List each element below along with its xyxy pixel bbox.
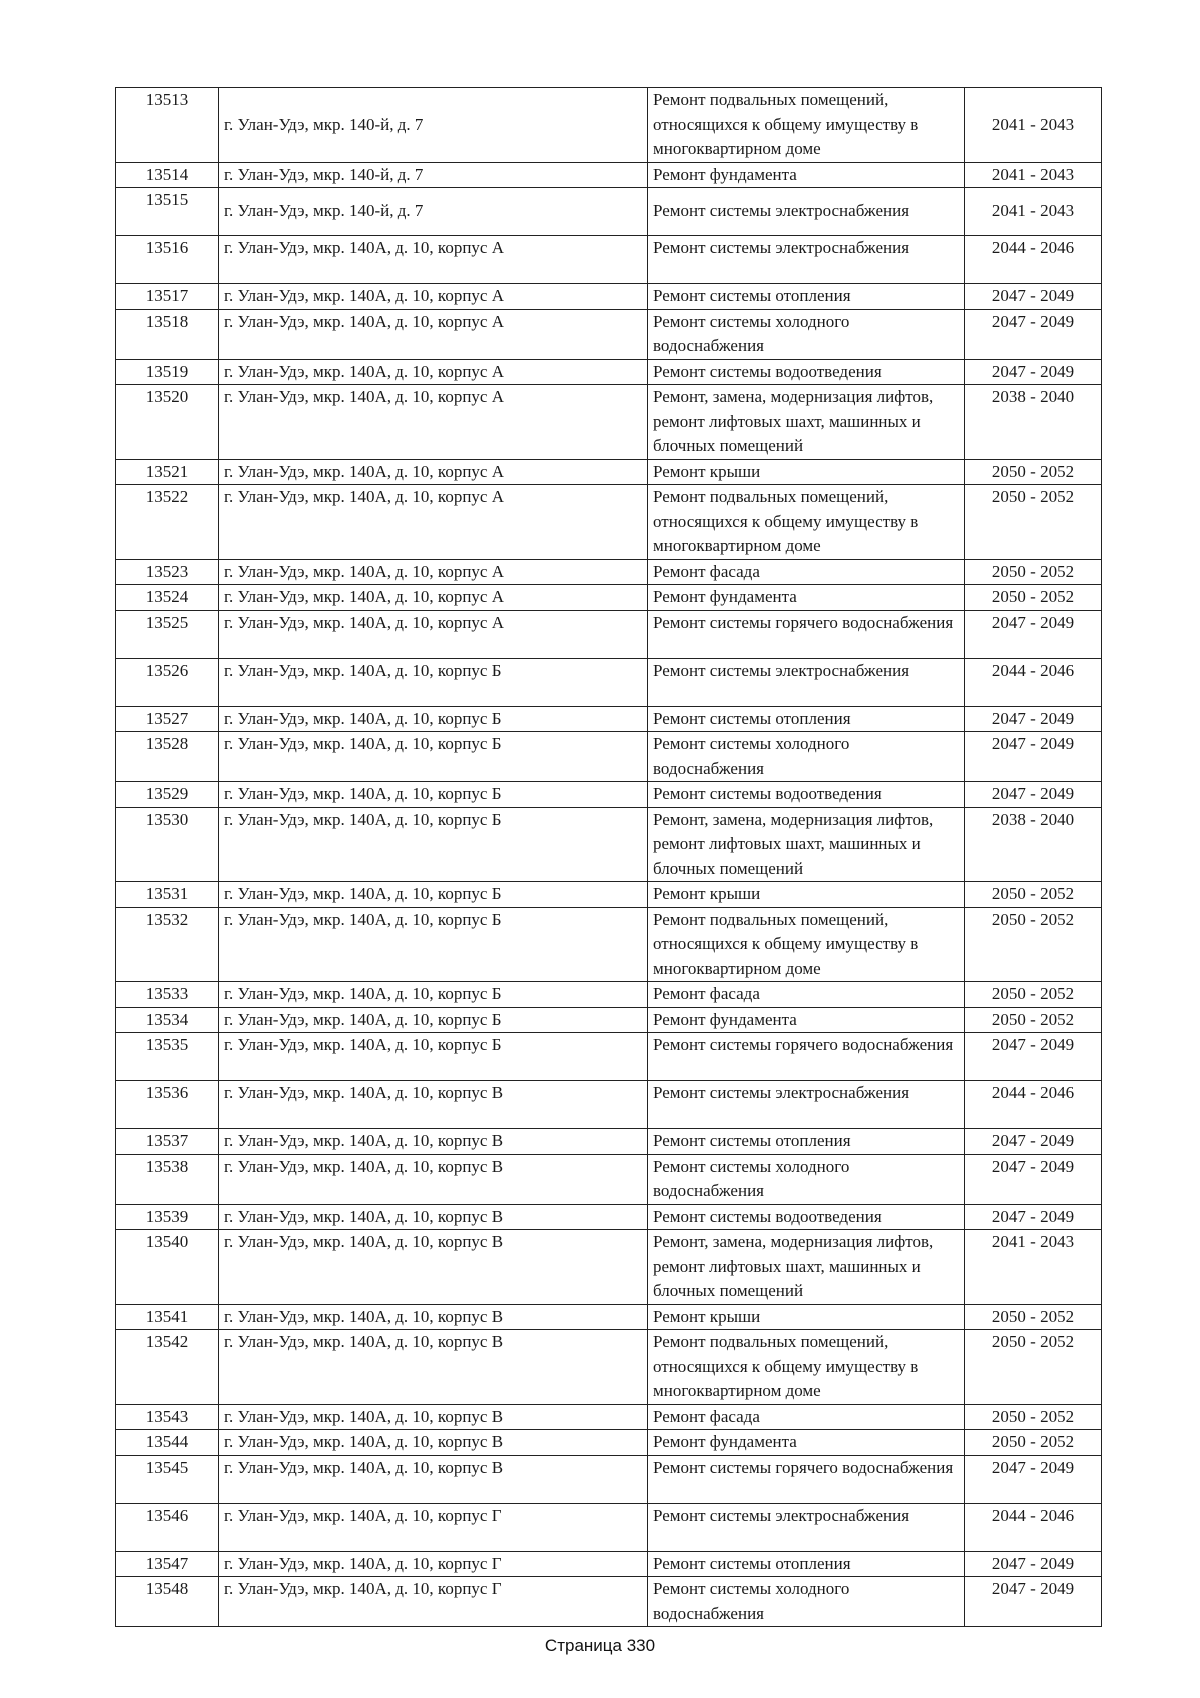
table-row: [116, 1430, 1102, 1456]
row-number: 13519: [116, 359, 219, 385]
row-number: 13547: [116, 1551, 219, 1577]
row-period: 2047 - 2049: [965, 359, 1102, 385]
row-work-type: Ремонт системы электроснабжения: [648, 236, 965, 284]
row-period: 2050 - 2052: [965, 559, 1102, 585]
row-period: 2050 - 2052: [965, 459, 1102, 485]
row-number: 13535: [116, 1033, 219, 1081]
row-number: 13539: [116, 1204, 219, 1230]
row-address: г. Улан-Удэ, мкр. 140А, д. 10, корпус В: [219, 1154, 648, 1204]
row-address: г. Улан-Удэ, мкр. 140А, д. 10, корпус В: [219, 1230, 648, 1305]
row-work-type: Ремонт подвальных помещений, относящихся к общему имуществу в многоквартирном доме: [648, 907, 965, 982]
row-number: 13530: [116, 807, 219, 882]
row-period: 2047 - 2049: [965, 782, 1102, 808]
row-period: 2041 - 2043: [965, 88, 1102, 163]
row-number: 13531: [116, 882, 219, 908]
table-row: [116, 1330, 1102, 1405]
table-row: [116, 1503, 1102, 1551]
row-period: 2047 - 2049: [965, 1154, 1102, 1204]
row-address: г. Улан-Удэ, мкр. 140-й, д. 7: [219, 162, 648, 188]
table-row: [116, 1204, 1102, 1230]
row-period: 2047 - 2049: [965, 610, 1102, 658]
row-period: 2047 - 2049: [965, 732, 1102, 782]
row-number: 13538: [116, 1154, 219, 1204]
row-period: 2047 - 2049: [965, 1129, 1102, 1155]
table-row: [116, 658, 1102, 706]
row-number: 13540: [116, 1230, 219, 1305]
row-period: 2047 - 2049: [965, 1033, 1102, 1081]
row-period: 2044 - 2046: [965, 658, 1102, 706]
row-number: 13541: [116, 1304, 219, 1330]
row-number: 13523: [116, 559, 219, 585]
table-row: [116, 88, 1102, 163]
row-number: 13513: [116, 88, 219, 163]
row-address: г. Улан-Удэ, мкр. 140А, д. 10, корпус В: [219, 1330, 648, 1405]
row-period: 2050 - 2052: [965, 1330, 1102, 1405]
row-work-type: Ремонт фундамента: [648, 1430, 965, 1456]
row-period: 2041 - 2043: [965, 188, 1102, 236]
table-row: [116, 907, 1102, 982]
row-number: 13536: [116, 1081, 219, 1129]
row-work-type: Ремонт, замена, модернизация лифтов, ремонт лифтовых шахт, машинных и блочных помещений: [648, 1230, 965, 1305]
page-number: Страница 330: [544, 1636, 656, 1655]
table-row: [116, 1154, 1102, 1204]
row-number: 13543: [116, 1404, 219, 1430]
row-work-type: Ремонт системы горячего водоснабжения: [648, 1033, 965, 1081]
row-period: 2050 - 2052: [965, 485, 1102, 560]
row-period: 2041 - 2043: [965, 162, 1102, 188]
row-period: 2050 - 2052: [965, 907, 1102, 982]
row-address: г. Улан-Удэ, мкр. 140А, д. 10, корпус Б: [219, 1033, 648, 1081]
table-row: [116, 559, 1102, 585]
table-row: [116, 882, 1102, 908]
table-row: [116, 284, 1102, 310]
row-work-type: Ремонт системы горячего водоснабжения: [648, 610, 965, 658]
row-address: г. Улан-Удэ, мкр. 140А, д. 10, корпус Б: [219, 807, 648, 882]
row-number: 13542: [116, 1330, 219, 1405]
row-number: 13521: [116, 459, 219, 485]
row-period: 2050 - 2052: [965, 882, 1102, 908]
row-work-type: Ремонт, замена, модернизация лифтов, ремонт лифтовых шахт, машинных и блочных помещений: [648, 807, 965, 882]
repair-schedule-table: [115, 87, 1102, 1627]
row-address: г. Улан-Удэ, мкр. 140-й, д. 7: [219, 88, 648, 163]
table-row: [116, 309, 1102, 359]
row-address: г. Улан-Удэ, мкр. 140А, д. 10, корпус Б: [219, 907, 648, 982]
row-work-type: Ремонт системы холодного водоснабжения: [648, 309, 965, 359]
row-address: г. Улан-Удэ, мкр. 140А, д. 10, корпус А: [219, 284, 648, 310]
row-work-type: Ремонт подвальных помещений, относящихся к общему имуществу в многоквартирном доме: [648, 485, 965, 560]
row-address: г. Улан-Удэ, мкр. 140А, д. 10, корпус Б: [219, 882, 648, 908]
row-work-type: Ремонт системы холодного водоснабжения: [648, 732, 965, 782]
table-row: [116, 982, 1102, 1008]
row-work-type: Ремонт системы электроснабжения: [648, 1081, 965, 1129]
row-address: г. Улан-Удэ, мкр. 140А, д. 10, корпус В: [219, 1404, 648, 1430]
table-row: [116, 1577, 1102, 1627]
row-work-type: Ремонт системы электроснабжения: [648, 1503, 965, 1551]
table-body: [116, 88, 1102, 1627]
row-work-type: Ремонт системы водоотведения: [648, 782, 965, 808]
row-number: 13526: [116, 658, 219, 706]
row-address: г. Улан-Удэ, мкр. 140А, д. 10, корпус А: [219, 559, 648, 585]
row-address: г. Улан-Удэ, мкр. 140А, д. 10, корпус Б: [219, 732, 648, 782]
row-work-type: Ремонт крыши: [648, 882, 965, 908]
row-address: г. Улан-Удэ, мкр. 140А, д. 10, корпус А: [219, 585, 648, 611]
row-address: г. Улан-Удэ, мкр. 140А, д. 10, корпус Г: [219, 1551, 648, 1577]
row-period: 2050 - 2052: [965, 982, 1102, 1008]
table-row: [116, 188, 1102, 236]
table-row: [116, 1129, 1102, 1155]
row-address: г. Улан-Удэ, мкр. 140А, д. 10, корпус В: [219, 1455, 648, 1503]
row-period: 2047 - 2049: [965, 1455, 1102, 1503]
table-row: [116, 236, 1102, 284]
row-work-type: Ремонт фасада: [648, 982, 965, 1008]
table-row: [116, 485, 1102, 560]
row-address: г. Улан-Удэ, мкр. 140А, д. 10, корпус В: [219, 1204, 648, 1230]
table-row: [116, 162, 1102, 188]
row-work-type: Ремонт крыши: [648, 1304, 965, 1330]
row-work-type: Ремонт системы холодного водоснабжения: [648, 1154, 965, 1204]
row-address: г. Улан-Удэ, мкр. 140А, д. 10, корпус В: [219, 1304, 648, 1330]
row-work-type: Ремонт фундамента: [648, 585, 965, 611]
row-number: 13517: [116, 284, 219, 310]
row-period: 2050 - 2052: [965, 585, 1102, 611]
table-row: [116, 1304, 1102, 1330]
row-address: г. Улан-Удэ, мкр. 140А, д. 10, корпус А: [219, 385, 648, 460]
row-work-type: Ремонт системы электроснабжения: [648, 658, 965, 706]
row-address: г. Улан-Удэ, мкр. 140А, д. 10, корпус В: [219, 1129, 648, 1155]
table-row: [116, 459, 1102, 485]
row-period: 2047 - 2049: [965, 1204, 1102, 1230]
row-work-type: Ремонт фундамента: [648, 162, 965, 188]
row-address: г. Улан-Удэ, мкр. 140А, д. 10, корпус А: [219, 459, 648, 485]
row-address: г. Улан-Удэ, мкр. 140А, д. 10, корпус Б: [219, 782, 648, 808]
row-number: 13544: [116, 1430, 219, 1456]
table-row: [116, 359, 1102, 385]
table-row: [116, 1455, 1102, 1503]
row-period: 2047 - 2049: [965, 309, 1102, 359]
row-address: г. Улан-Удэ, мкр. 140А, д. 10, корпус А: [219, 236, 648, 284]
row-number: 13545: [116, 1455, 219, 1503]
row-address: г. Улан-Удэ, мкр. 140А, д. 10, корпус А: [219, 610, 648, 658]
row-address: г. Улан-Удэ, мкр. 140-й, д. 7: [219, 188, 648, 236]
row-address: г. Улан-Удэ, мкр. 140А, д. 10, корпус Г: [219, 1503, 648, 1551]
table-row: [116, 1551, 1102, 1577]
row-work-type: Ремонт фасада: [648, 559, 965, 585]
row-period: 2044 - 2046: [965, 1503, 1102, 1551]
row-address: г. Улан-Удэ, мкр. 140А, д. 10, корпус Б: [219, 982, 648, 1008]
row-number: 13524: [116, 585, 219, 611]
row-address: г. Улан-Удэ, мкр. 140А, д. 10, корпус А: [219, 309, 648, 359]
row-work-type: Ремонт фасада: [648, 1404, 965, 1430]
row-work-type: Ремонт подвальных помещений, относящихся к общему имуществу в многоквартирном доме: [648, 1330, 965, 1405]
row-number: 13548: [116, 1577, 219, 1627]
row-number: 13528: [116, 732, 219, 782]
row-work-type: Ремонт, замена, модернизация лифтов, ремонт лифтовых шахт, машинных и блочных помещений: [648, 385, 965, 460]
row-period: 2047 - 2049: [965, 706, 1102, 732]
row-work-type: Ремонт системы отопления: [648, 1129, 965, 1155]
table-row: [116, 732, 1102, 782]
table-row: [116, 1033, 1102, 1081]
table-row: [116, 807, 1102, 882]
table-row: [116, 385, 1102, 460]
row-address: г. Улан-Удэ, мкр. 140А, д. 10, корпус Б: [219, 658, 648, 706]
row-number: 13522: [116, 485, 219, 560]
row-address: г. Улан-Удэ, мкр. 140А, д. 10, корпус А: [219, 485, 648, 560]
row-work-type: Ремонт системы водоотведения: [648, 359, 965, 385]
table-row: [116, 1230, 1102, 1305]
row-number: 13525: [116, 610, 219, 658]
row-period: 2050 - 2052: [965, 1007, 1102, 1033]
row-number: 13515: [116, 188, 219, 236]
row-work-type: Ремонт системы отопления: [648, 706, 965, 732]
table-row: [116, 1404, 1102, 1430]
row-period: 2047 - 2049: [965, 1577, 1102, 1627]
row-period: 2038 - 2040: [965, 385, 1102, 460]
row-number: 13527: [116, 706, 219, 732]
row-period: 2047 - 2049: [965, 1551, 1102, 1577]
table-row: [116, 1081, 1102, 1129]
row-address: г. Улан-Удэ, мкр. 140А, д. 10, корпус В: [219, 1081, 648, 1129]
row-work-type: Ремонт системы холодного водоснабжения: [648, 1577, 965, 1627]
row-period: 2044 - 2046: [965, 1081, 1102, 1129]
row-work-type: Ремонт системы отопления: [648, 284, 965, 310]
row-number: 13537: [116, 1129, 219, 1155]
table-row: [116, 610, 1102, 658]
table-row: [116, 706, 1102, 732]
row-address: г. Улан-Удэ, мкр. 140А, д. 10, корпус А: [219, 359, 648, 385]
row-work-type: Ремонт системы горячего водоснабжения: [648, 1455, 965, 1503]
table-row: [116, 782, 1102, 808]
row-number: 13529: [116, 782, 219, 808]
row-address: г. Улан-Удэ, мкр. 140А, д. 10, корпус Г: [219, 1577, 648, 1627]
row-period: 2050 - 2052: [965, 1404, 1102, 1430]
row-work-type: Ремонт фундамента: [648, 1007, 965, 1033]
row-number: 13546: [116, 1503, 219, 1551]
row-work-type: Ремонт подвальных помещений, относящихся к общему имуществу в многоквартирном доме: [648, 88, 965, 163]
row-address: г. Улан-Удэ, мкр. 140А, д. 10, корпус В: [219, 1430, 648, 1456]
row-number: 13518: [116, 309, 219, 359]
row-number: 13516: [116, 236, 219, 284]
row-period: 2047 - 2049: [965, 284, 1102, 310]
row-number: 13532: [116, 907, 219, 982]
row-work-type: Ремонт системы отопления: [648, 1551, 965, 1577]
row-number: 13533: [116, 982, 219, 1008]
row-work-type: Ремонт крыши: [648, 459, 965, 485]
row-address: г. Улан-Удэ, мкр. 140А, д. 10, корпус Б: [219, 706, 648, 732]
row-period: 2050 - 2052: [965, 1430, 1102, 1456]
row-work-type: Ремонт системы электроснабжения: [648, 188, 965, 236]
table-row: [116, 1007, 1102, 1033]
row-period: 2041 - 2043: [965, 1230, 1102, 1305]
row-address: г. Улан-Удэ, мкр. 140А, д. 10, корпус Б: [219, 1007, 648, 1033]
row-work-type: Ремонт системы водоотведения: [648, 1204, 965, 1230]
row-number: 13514: [116, 162, 219, 188]
row-number: 13534: [116, 1007, 219, 1033]
row-period: 2038 - 2040: [965, 807, 1102, 882]
row-period: 2044 - 2046: [965, 236, 1102, 284]
table-row: [116, 585, 1102, 611]
row-number: 13520: [116, 385, 219, 460]
row-period: 2050 - 2052: [965, 1304, 1102, 1330]
